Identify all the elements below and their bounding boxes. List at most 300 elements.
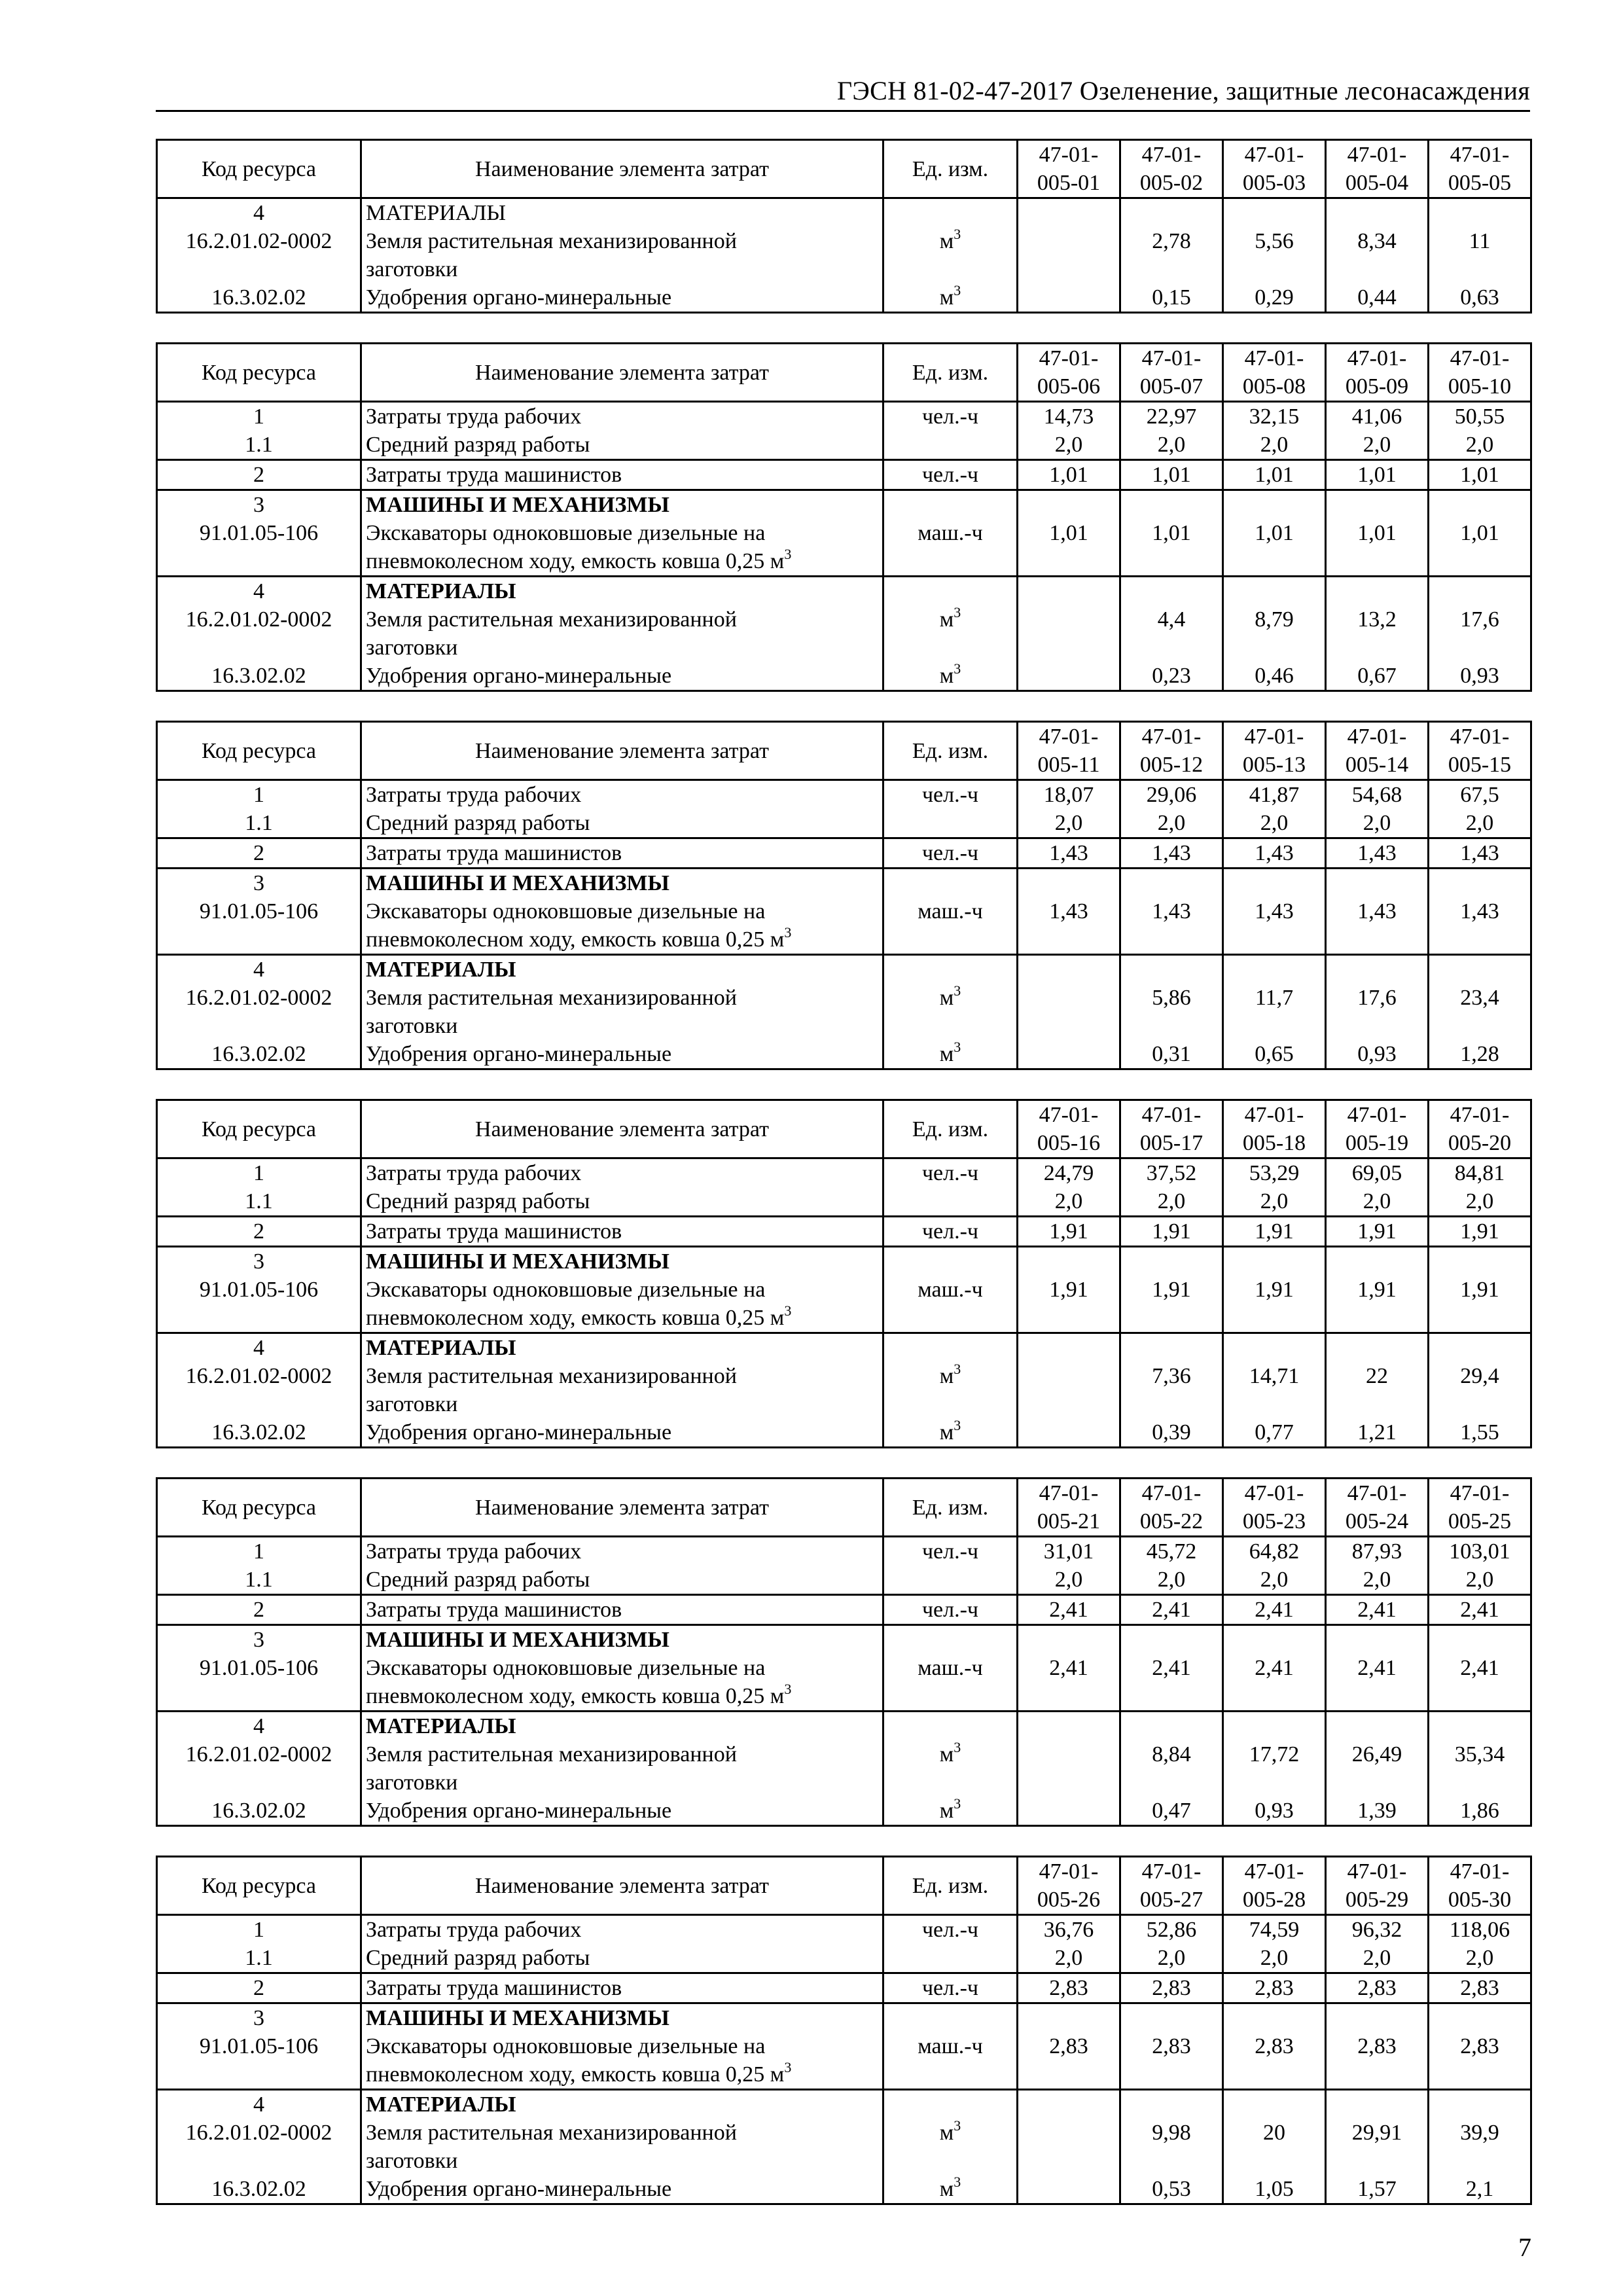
resource-unit: маш.-ч <box>883 2003 1018 2090</box>
norm-value: 118,06 <box>1429 1915 1531 1945</box>
norm-value: 0,53 <box>1120 2175 1223 2204</box>
norm-value: 2,41 <box>1018 1625 1120 1712</box>
resource-code: 1 <box>157 1915 361 1945</box>
norm-value: 1,05 <box>1223 2175 1326 2204</box>
column-header-norm: 47-01- 005-12 <box>1120 722 1223 780</box>
norm-value: 1,01 <box>1018 490 1120 577</box>
norm-value: 54,68 <box>1326 780 1429 810</box>
resource-code: 1 <box>157 402 361 431</box>
resource-unit: $м^3$ <box>883 283 1018 313</box>
table-row-labor <box>157 1158 1531 1188</box>
norm-value <box>1018 283 1120 313</box>
norm-value: 1,57 <box>1326 2175 1429 2204</box>
norm-value: 0,44 <box>1326 283 1429 313</box>
table-row-fertilizer <box>157 2175 1531 2204</box>
table-header-row <box>157 722 1531 780</box>
norm-value: 5,86 <box>1120 955 1223 1041</box>
resource-code: 1 <box>157 780 361 810</box>
resource-unit: $м^3$ <box>883 2175 1018 2204</box>
norm-value: 1,91 <box>1429 1247 1531 1333</box>
resource-code: 16.3.02.02 <box>157 2175 361 2204</box>
resource-name: Затраты труда рабочих <box>361 1537 883 1566</box>
norm-value: 1,01 <box>1326 460 1429 490</box>
norm-value: 1,91 <box>1429 1217 1531 1247</box>
norm-value: 2,0 <box>1120 1944 1223 1973</box>
page-header <box>156 72 1530 112</box>
norm-value: 0,31 <box>1120 1040 1223 1069</box>
norm-table-2 <box>156 342 1532 692</box>
column-header-norm: 47-01- 005-09 <box>1326 344 1429 402</box>
table-row-machinist <box>157 1973 1531 2003</box>
resource-code: 2 <box>157 838 361 869</box>
norm-value <box>1018 662 1120 691</box>
resource-code: 2 <box>157 460 361 490</box>
column-header-norm: 47-01- 005-01 <box>1018 140 1120 198</box>
resource-code: 1 <box>157 1537 361 1566</box>
column-header-unit: Ед. изм. <box>883 1479 1018 1537</box>
norm-value: 53,29 <box>1223 1158 1326 1188</box>
column-header-name: Наименование элемента затрат <box>361 344 883 402</box>
norm-value: 67,5 <box>1429 780 1531 810</box>
norm-value: 2,83 <box>1018 1973 1120 2003</box>
column-header-code: Код ресурса <box>157 1857 361 1915</box>
norm-value: 32,15 <box>1223 402 1326 431</box>
column-header-norm: 47-01- 005-30 <box>1429 1857 1531 1915</box>
resource-code: 3 91.01.05-106 <box>157 490 361 577</box>
norm-value: 20 <box>1223 2090 1326 2176</box>
resource-code: 3 91.01.05-106 <box>157 1247 361 1333</box>
norm-value: 74,59 <box>1223 1915 1326 1945</box>
norm-value: 1,91 <box>1223 1217 1326 1247</box>
resource-code: 2 <box>157 1217 361 1247</box>
norm-value: 84,81 <box>1429 1158 1531 1188</box>
norm-value: 2,0 <box>1326 1566 1429 1595</box>
column-header-norm: 47-01- 005-21 <box>1018 1479 1120 1537</box>
resource-name: Удобрения органо-минеральные <box>361 1418 883 1448</box>
norm-table-5 <box>156 1477 1532 1827</box>
table-row-labor <box>157 402 1531 431</box>
resource-code: 3 91.01.05-106 <box>157 1625 361 1712</box>
norm-value: 2,83 <box>1326 2003 1429 2090</box>
norm-value: 1,91 <box>1326 1217 1429 1247</box>
norm-table-4 <box>156 1099 1532 1448</box>
table-row-grade <box>157 431 1531 460</box>
section-title: МАТЕРИАЛЫ <box>366 958 516 982</box>
column-header-code: Код ресурса <box>157 1100 361 1158</box>
norm-value: 1,43 <box>1223 838 1326 869</box>
norm-value: 1,91 <box>1018 1217 1120 1247</box>
table-row-labor <box>157 780 1531 810</box>
norm-value: 41,06 <box>1326 402 1429 431</box>
column-header-norm: 47-01- 005-11 <box>1018 722 1120 780</box>
resource-name: Средний разряд работы <box>361 809 883 838</box>
norm-value: 0,15 <box>1120 283 1223 313</box>
resource-unit: чел.-ч <box>883 1537 1018 1566</box>
norm-value: 103,01 <box>1429 1537 1531 1566</box>
norm-value: 17,6 <box>1326 955 1429 1041</box>
section-title: МАТЕРИАЛЫ <box>366 1336 516 1360</box>
table-header-row <box>157 1857 1531 1915</box>
norm-value: 2,0 <box>1223 809 1326 838</box>
resource-unit: $м^3$ <box>883 577 1018 662</box>
norm-value: 29,06 <box>1120 780 1223 810</box>
norm-value: 2,41 <box>1326 1595 1429 1625</box>
resource-name: Земля растительная механизированной <box>361 227 883 255</box>
resource-name: МАШИНЫ И МЕХАНИЗМЫ Экскаваторы одноковшовые дизельные на пневмоколесном ходу, емкость ковша 0,25 $м^3$ <box>361 1625 883 1712</box>
table-header-row <box>157 1100 1531 1158</box>
column-header-norm: 47-01- 005-27 <box>1120 1857 1223 1915</box>
norm-value: 2,0 <box>1429 809 1531 838</box>
table-row-grade <box>157 1187 1531 1217</box>
column-header-norm: 47-01- 005-24 <box>1326 1479 1429 1537</box>
table-row-soil <box>157 1712 1531 1797</box>
resource-unit: чел.-ч <box>883 1915 1018 1945</box>
norm-value: 24,79 <box>1018 1158 1120 1188</box>
resource-unit: чел.-ч <box>883 1158 1018 1188</box>
norm-value: 1,43 <box>1018 838 1120 869</box>
norm-value: 1,01 <box>1223 490 1326 577</box>
resource-unit: маш.-ч <box>883 1247 1018 1333</box>
column-header-norm: 47-01- 005-17 <box>1120 1100 1223 1158</box>
norm-value: 1,01 <box>1223 460 1326 490</box>
table-row-soil <box>157 1333 1531 1419</box>
norm-value: 1,21 <box>1326 1418 1429 1448</box>
resource-code: 4 16.2.01.02-0002 <box>157 1712 361 1797</box>
table-header-row <box>157 344 1531 402</box>
norm-value: 64,82 <box>1223 1537 1326 1566</box>
resource-unit: $м^3$ <box>883 227 1018 255</box>
column-header-name: Наименование элемента затрат <box>361 722 883 780</box>
resource-code: 1.1 <box>157 1187 361 1217</box>
norm-value: 0,93 <box>1326 1040 1429 1069</box>
norm-value: 1,01 <box>1120 490 1223 577</box>
norm-value: 11,7 <box>1223 955 1326 1041</box>
table-header-row <box>157 140 1531 198</box>
resource-unit: чел.-ч <box>883 1595 1018 1625</box>
norm-value: 0,39 <box>1120 1418 1223 1448</box>
resource-name: Средний разряд работы <box>361 1944 883 1973</box>
resource-unit: чел.-ч <box>883 1217 1018 1247</box>
resource-code: 16.3.02.02 <box>157 662 361 691</box>
column-header-norm: 47-01- 005-18 <box>1223 1100 1326 1158</box>
column-header-norm: 47-01- 005-08 <box>1223 344 1326 402</box>
resource-name: МАШИНЫ И МЕХАНИЗМЫ Экскаваторы одноковшовые дизельные на пневмоколесном ходу, емкость ковша 0,25 $м^3$ <box>361 490 883 577</box>
resource-name: МАШИНЫ И МЕХАНИЗМЫ Экскаваторы одноковшовые дизельные на пневмоколесном ходу, емкость ковша 0,25 $м^3$ <box>361 869 883 955</box>
table-header-row <box>157 1479 1531 1537</box>
norm-value: 1,55 <box>1429 1418 1531 1448</box>
resource-code: 1 <box>157 1158 361 1188</box>
norm-value: 1,91 <box>1120 1217 1223 1247</box>
resource-name: Средний разряд работы <box>361 1187 883 1217</box>
resource-code: 16.2.01.02-0002 <box>157 227 361 255</box>
resource-code: 1.1 <box>157 809 361 838</box>
column-header-unit: Ед. изм. <box>883 140 1018 198</box>
table-row-machines <box>157 490 1531 577</box>
column-header-norm: 47-01- 005-23 <box>1223 1479 1326 1537</box>
norm-value: 2,0 <box>1326 1944 1429 1973</box>
norm-value: 35,34 <box>1429 1712 1531 1797</box>
table-row-machines <box>157 1625 1531 1712</box>
resource-name: МАТЕРИАЛЫ Земля растительная механизированной заготовки <box>361 2090 883 2176</box>
norm-value: 2,83 <box>1429 2003 1531 2090</box>
norm-value: 2,41 <box>1018 1595 1120 1625</box>
column-header-name: Наименование элемента затрат <box>361 1100 883 1158</box>
norm-value: 45,72 <box>1120 1537 1223 1566</box>
resource-code: 3 91.01.05-106 <box>157 869 361 955</box>
norm-value: 1,91 <box>1120 1247 1223 1333</box>
norm-value: 13,2 <box>1326 577 1429 662</box>
table-row-grade <box>157 809 1531 838</box>
norm-value: 8,84 <box>1120 1712 1223 1797</box>
norm-value: 2,41 <box>1223 1595 1326 1625</box>
table-row-soil-cont <box>157 255 1531 283</box>
norm-value: 14,71 <box>1223 1333 1326 1419</box>
section-title: МАТЕРИАЛЫ <box>366 579 516 603</box>
norm-value: 0,93 <box>1223 1797 1326 1826</box>
norm-value: 2,0 <box>1326 1187 1429 1217</box>
column-header-norm: 47-01- 005-29 <box>1326 1857 1429 1915</box>
norm-value: 1,43 <box>1429 838 1531 869</box>
norm-value: 7,36 <box>1120 1333 1223 1419</box>
table-row-machines <box>157 1247 1531 1333</box>
norm-value: 8,79 <box>1223 577 1326 662</box>
norm-value: 0,23 <box>1120 662 1223 691</box>
norm-value: 1,86 <box>1429 1797 1531 1826</box>
resource-name: МАТЕРИАЛЫ Земля растительная механизированной заготовки <box>361 955 883 1041</box>
column-header-unit: Ед. изм. <box>883 344 1018 402</box>
resource-code: 2 <box>157 1595 361 1625</box>
column-header-name: Наименование элемента затрат <box>361 1857 883 1915</box>
column-header-unit: Ед. изм. <box>883 1100 1018 1158</box>
norm-value: 2,0 <box>1120 809 1223 838</box>
column-header-code: Код ресурса <box>157 1479 361 1537</box>
document-title: ГЭСН 81-02-47-2017 Озеленение, защитные лесонасаждения <box>837 76 1530 105</box>
section-title: МАШИНЫ И МЕХАНИЗМЫ <box>366 2006 669 2030</box>
resource-code: 4 16.2.01.02-0002 <box>157 2090 361 2176</box>
norm-value: 2,83 <box>1223 1973 1326 2003</box>
resource-name: Затраты труда машинистов <box>361 838 883 869</box>
norm-value: 2,41 <box>1223 1625 1326 1712</box>
norm-value: 2,83 <box>1120 2003 1223 2090</box>
norm-value: 2,83 <box>1326 1973 1429 2003</box>
norm-value: 8,34 <box>1326 227 1429 255</box>
column-header-code: Код ресурса <box>157 140 361 198</box>
norm-value: 2,0 <box>1223 1566 1326 1595</box>
norm-value: 4,4 <box>1120 577 1223 662</box>
norm-value: 2,78 <box>1120 227 1223 255</box>
norm-value: 2,0 <box>1429 1944 1531 1973</box>
norm-value: 0,65 <box>1223 1040 1326 1069</box>
column-header-norm: 47-01- 005-04 <box>1326 140 1429 198</box>
column-header-norm: 47-01- 005-10 <box>1429 344 1531 402</box>
norm-value <box>1018 2090 1120 2176</box>
norm-value: 9,98 <box>1120 2090 1223 2176</box>
resource-name: Удобрения органо-минеральные <box>361 662 883 691</box>
section-title: МАТЕРИАЛЫ <box>366 2092 516 2117</box>
norm-value <box>1018 1712 1120 1797</box>
resource-unit: $м^3$ <box>883 662 1018 691</box>
section-title: МАШИНЫ И МЕХАНИЗМЫ <box>366 493 669 517</box>
resource-unit: маш.-ч <box>883 1625 1018 1712</box>
norm-value: 2,0 <box>1326 431 1429 460</box>
column-header-norm: 47-01- 005-20 <box>1429 1100 1531 1158</box>
column-header-norm: 47-01- 005-13 <box>1223 722 1326 780</box>
norm-value: 2,41 <box>1429 1625 1531 1712</box>
norm-value: 2,0 <box>1223 1944 1326 1973</box>
norm-value: 2,0 <box>1120 1566 1223 1595</box>
norm-value: 69,05 <box>1326 1158 1429 1188</box>
column-header-norm: 47-01- 005-26 <box>1018 1857 1120 1915</box>
column-header-norm: 47-01- 005-22 <box>1120 1479 1223 1537</box>
norm-value: 1,43 <box>1429 869 1531 955</box>
norm-value: 2,0 <box>1018 1187 1120 1217</box>
norm-value: 11 <box>1429 227 1531 255</box>
resource-code: 16.3.02.02 <box>157 283 361 313</box>
norm-value: 2,41 <box>1326 1625 1429 1712</box>
resource-unit: $м^3$ <box>883 1797 1018 1826</box>
norm-value: 31,01 <box>1018 1537 1120 1566</box>
resource-name: Удобрения органо-минеральные <box>361 1797 883 1826</box>
section-title: МАШИНЫ И МЕХАНИЗМЫ <box>366 1628 669 1652</box>
resource-name: Затраты труда рабочих <box>361 402 883 431</box>
resource-unit: $м^3$ <box>883 1418 1018 1448</box>
page-number: 7 <box>1518 2233 1531 2262</box>
resource-unit: $м^3$ <box>883 1712 1018 1797</box>
resource-name: МАТЕРИАЛЫ Земля растительная механизированной заготовки <box>361 577 883 662</box>
norm-value: 0,63 <box>1429 283 1531 313</box>
norm-value: 2,0 <box>1018 431 1120 460</box>
norm-value: 2,0 <box>1018 809 1120 838</box>
norm-value: 26,49 <box>1326 1712 1429 1797</box>
resource-name: Затраты труда машинистов <box>361 460 883 490</box>
resource-name: Средний разряд работы <box>361 1566 883 1595</box>
column-header-norm: 47-01- 005-06 <box>1018 344 1120 402</box>
norm-value: 37,52 <box>1120 1158 1223 1188</box>
norm-table-1 <box>156 139 1532 314</box>
table-row-fertilizer <box>157 283 1531 313</box>
resource-name: Удобрения органо-минеральные <box>361 283 883 313</box>
resource-name: Затраты труда рабочих <box>361 1158 883 1188</box>
norm-value: 2,1 <box>1429 2175 1531 2204</box>
norm-value: 1,91 <box>1018 1247 1120 1333</box>
norm-value: 36,76 <box>1018 1915 1120 1945</box>
norm-value: 18,07 <box>1018 780 1120 810</box>
norm-value: 1,01 <box>1120 460 1223 490</box>
resource-name: МАШИНЫ И МЕХАНИЗМЫ Экскаваторы одноковшовые дизельные на пневмоколесном ходу, емкость ковша 0,25 $м^3$ <box>361 2003 883 2090</box>
section-title: МАШИНЫ И МЕХАНИЗМЫ <box>366 871 669 895</box>
norm-value: 23,4 <box>1429 955 1531 1041</box>
norm-value: 1,01 <box>1326 490 1429 577</box>
norm-value: 1,91 <box>1223 1247 1326 1333</box>
norm-value: 39,9 <box>1429 2090 1531 2176</box>
norm-value: 2,41 <box>1120 1595 1223 1625</box>
norm-value: 2,83 <box>1223 2003 1326 2090</box>
column-header-norm: 47-01- 005-07 <box>1120 344 1223 402</box>
section-row-materials <box>157 198 1531 228</box>
norm-value: 2,83 <box>1018 2003 1120 2090</box>
norm-value: 14,73 <box>1018 402 1120 431</box>
norm-value: 2,83 <box>1429 1973 1531 2003</box>
norm-value: 22,97 <box>1120 402 1223 431</box>
norm-value: 1,28 <box>1429 1040 1531 1069</box>
norm-value: 2,0 <box>1429 1187 1531 1217</box>
norm-table-3 <box>156 721 1532 1070</box>
norm-value <box>1018 1040 1120 1069</box>
norm-value: 2,0 <box>1326 809 1429 838</box>
norm-value: 1,39 <box>1326 1797 1429 1826</box>
section-title: МАШИНЫ И МЕХАНИЗМЫ <box>366 1249 669 1274</box>
resource-unit: маш.-ч <box>883 869 1018 955</box>
norm-value: 2,41 <box>1429 1595 1531 1625</box>
table-row-fertilizer <box>157 1040 1531 1069</box>
resource-unit: $м^3$ <box>883 1333 1018 1419</box>
norm-value: 50,55 <box>1429 402 1531 431</box>
column-header-name: Наименование элемента затрат <box>361 1479 883 1537</box>
resource-code: 16.3.02.02 <box>157 1797 361 1826</box>
table-row-machinist <box>157 1595 1531 1625</box>
column-header-unit: Ед. изм. <box>883 722 1018 780</box>
resource-name: Затраты труда машинистов <box>361 1217 883 1247</box>
norm-value: 0,93 <box>1429 662 1531 691</box>
table-row-grade <box>157 1944 1531 1973</box>
column-header-norm: 47-01- 005-15 <box>1429 722 1531 780</box>
column-header-norm: 47-01- 005-19 <box>1326 1100 1429 1158</box>
table-row-fertilizer <box>157 662 1531 691</box>
norm-value <box>1018 577 1120 662</box>
resource-unit: $м^3$ <box>883 1040 1018 1069</box>
column-header-name: Наименование элемента затрат <box>361 140 883 198</box>
norm-value: 2,0 <box>1018 1944 1120 1973</box>
norm-value: 2,41 <box>1120 1625 1223 1712</box>
resource-code: 1.1 <box>157 1566 361 1595</box>
resource-name-cont: заготовки <box>361 255 883 283</box>
norm-value: 2,83 <box>1120 1973 1223 2003</box>
norm-value: 96,32 <box>1326 1915 1429 1945</box>
norm-value: 29,4 <box>1429 1333 1531 1419</box>
resource-name: МАТЕРИАЛЫ Земля растительная механизированной заготовки <box>361 1712 883 1797</box>
norm-value: 1,01 <box>1018 460 1120 490</box>
table-row-machinist <box>157 460 1531 490</box>
norm-value: 0,46 <box>1223 662 1326 691</box>
norm-value: 1,43 <box>1120 838 1223 869</box>
resource-name: Затраты труда рабочих <box>361 780 883 810</box>
column-header-code: Код ресурса <box>157 344 361 402</box>
table-row-soil <box>157 955 1531 1041</box>
resource-code: 1.1 <box>157 1944 361 1973</box>
norm-value: 0,67 <box>1326 662 1429 691</box>
norm-value <box>1018 1333 1120 1419</box>
column-header-norm: 47-01- 005-25 <box>1429 1479 1531 1537</box>
table-row-fertilizer <box>157 1797 1531 1826</box>
resource-name: Затраты труда рабочих <box>361 1915 883 1945</box>
resource-code: 16.3.02.02 <box>157 1040 361 1069</box>
norm-value: 1,43 <box>1326 838 1429 869</box>
table-row-labor <box>157 1915 1531 1945</box>
resource-unit: чел.-ч <box>883 402 1018 431</box>
resource-code: 4 16.2.01.02-0002 <box>157 577 361 662</box>
resource-unit: $м^3$ <box>883 2090 1018 2176</box>
norm-value: 1,43 <box>1326 869 1429 955</box>
norm-value <box>1018 2175 1120 2204</box>
column-header-code: Код ресурса <box>157 722 361 780</box>
norms-tables <box>156 139 1530 2234</box>
norm-value: 2,0 <box>1223 431 1326 460</box>
norm-value <box>1018 1797 1120 1826</box>
column-header-norm: 47-01- 005-02 <box>1120 140 1223 198</box>
table-row-machinist <box>157 1217 1531 1247</box>
norm-value: 5,56 <box>1223 227 1326 255</box>
resource-name: Удобрения органо-минеральные <box>361 1040 883 1069</box>
